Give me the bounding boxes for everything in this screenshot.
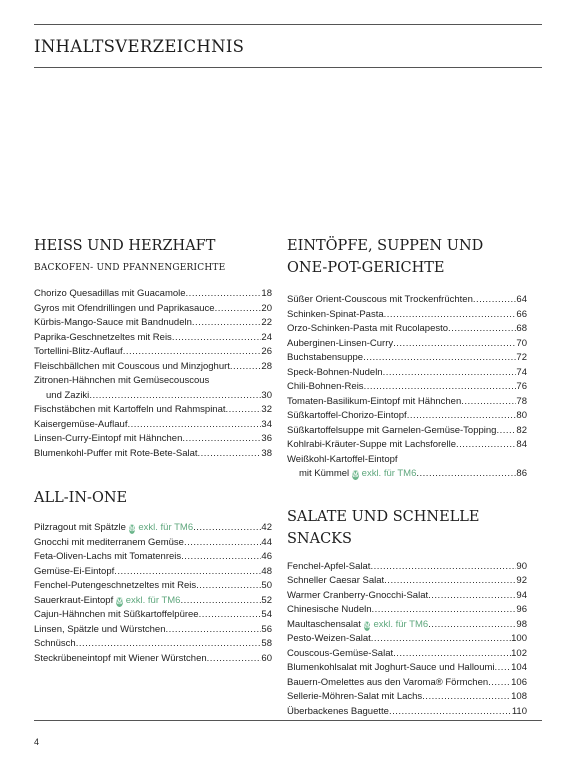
toc-list-allinone [34,521,272,666]
toc-entry[interactable] [34,418,272,433]
toc-leader [393,647,511,662]
toc-entry-title: Kaisergemüse-Auflauf [34,418,128,430]
toc-entry-title: Maultaschensalat [287,618,361,630]
toc-entry[interactable] [34,550,272,565]
toc-entry[interactable] [287,560,527,575]
toc-leader [371,632,511,647]
toc-entry-title: Blumenkohlsalat mit Joghurt-Sauce und Halloumi [287,662,495,673]
toc-entry-title: Schneller Caesar Salat [287,575,385,586]
toc-entry-title: Süßer Orient-Couscous mit Trockenfrüchten [287,294,473,305]
toc-leader [384,308,517,323]
section-title-heiss: HEISS UND HERZHAFT [34,238,216,254]
toc-entry-continuation[interactable] [287,467,527,482]
toc-entry-page: 20 [261,302,272,314]
toc-entry-title: Chinesische Nudeln [287,604,372,615]
toc-leader [230,360,262,375]
thermomix-badge-icon: Ⓜ [352,471,359,478]
toc-entry-page: 84 [516,439,527,450]
toc-entry-title: Gnocchi mit mediterranem Gemüse [34,536,184,548]
toc-entry-title: Orzo-Schinken-Pasta mit Rucolapesto [287,323,449,334]
toc-leader [186,287,262,302]
section-title-eintoepfe-line2: ONE-POT-GERICHTE [287,260,445,276]
toc-entry-title: Sellerie-Möhren-Salat mit Lachs [287,691,423,702]
toc-entry-page: 96 [516,604,527,615]
toc-entry-title: Süßkartoffelsuppe mit Garnelen-Gemüse-Topping [287,424,497,436]
toc-list-heiss [34,287,272,461]
toc-entry-title: Cajun-Hähnchen mit Süßkartoffelpüree [34,609,199,620]
toc-list-salate [287,560,527,720]
toc-leader [428,618,516,633]
toc-entry-page: 26 [261,346,272,357]
toc-leader [407,409,517,424]
toc-entry-page: 66 [516,308,527,320]
toc-entry[interactable] [34,652,272,667]
toc-leader [184,536,261,551]
toc-leader [114,565,261,580]
toc-leader [199,608,262,623]
toc-entry[interactable] [34,302,272,317]
toc-entry-page: 64 [516,294,527,305]
toc-leader [226,403,262,418]
toc-entry-page: 74 [516,366,527,378]
page-number: 4 [34,737,40,747]
toc-leader [166,623,262,638]
toc-entry-page: 78 [516,395,527,407]
toc-entry[interactable] [34,360,272,375]
toc-entry[interactable] [34,447,272,462]
toc-entry[interactable] [34,579,272,594]
toc-entry[interactable] [287,409,527,424]
toc-entry-page: 108 [511,691,527,702]
toc-entry[interactable] [34,403,272,418]
toc-entry[interactable] [287,308,527,323]
toc-entry[interactable] [287,632,527,647]
toc-entry-first-line[interactable] [34,374,272,389]
toc-leader [196,579,261,594]
toc-leader [488,676,511,691]
toc-entry-title: Blumenkohl-Puffer mit Rote-Bete-Salat [34,447,198,459]
toc-entry-title: Kürbis-Mango-Sauce mit Bandnudeln [34,317,192,328]
toc-entry-title: Zitronen-Hähnchen mit Gemüsecouscous [34,375,210,386]
toc-entry-title: Süßkartoffel-Chorizo-Eintopf [287,410,407,421]
toc-entry-title: Gyros mit Ofendrillingen und Paprikasauce [34,302,215,314]
toc-entry-title-continued: mit Kümmel [299,468,350,479]
section-title-salate: SALATE UND SCHNELLE SNACKS [287,508,480,547]
toc-leader [192,316,262,331]
toc-entry-page: 34 [261,418,272,430]
toc-entry-page: 44 [261,536,272,548]
toc-entry-page: 52 [261,594,272,606]
toc-leader [215,302,262,317]
toc-entry-title: Buchstabensuppe [287,352,364,363]
toc-entry-title: Bauern-Omelettes aus den Varoma® Förmchen [287,676,489,688]
toc-entry-title: Pesto-Weizen-Salat [287,633,371,644]
toc-entry-title: Speck-Bohnen-Nudeln [287,366,383,378]
bottom-rule [34,720,542,721]
top-rule [34,24,542,25]
toc-entry[interactable] [287,574,527,589]
toc-leader [172,331,262,346]
toc-entry[interactable] [287,603,527,618]
toc-entry[interactable] [34,287,272,302]
toc-entry-title: Fleischbällchen mit Couscous und Minzjoghurt [34,360,230,372]
toc-entry-page: 30 [261,389,272,401]
toc-entry-page: 38 [261,447,272,459]
section-title-allinone: ALL-IN-ONE [34,490,128,506]
toc-entry-title: Linsen-Curry-Eintopf mit Hähnchen [34,433,183,444]
toc-entry-page: 92 [516,575,527,586]
toc-entry-page: 36 [261,433,272,444]
toc-leader [389,705,512,720]
toc-entry[interactable] [34,594,272,609]
toc-entry-title: Weißkohl-Kartoffel-Eintopf [287,453,398,465]
toc-entry-page: 82 [516,424,527,436]
toc-leader [180,594,261,609]
title-rule [34,67,542,68]
toc-entry-page: 104 [511,662,527,673]
toc-entry-title: Linsen, Spätzle und Würstchen [34,623,166,635]
toc-entry-page: 58 [261,638,272,649]
toc-entry-title: Chili-Bohnen-Reis [287,381,364,392]
toc-leader [123,345,262,360]
toc-entry[interactable] [287,293,527,308]
toc-list-eintoepfe [287,293,527,482]
toc-entry-page: 70 [516,337,527,349]
toc-leader [127,418,261,433]
toc-entry-page: 76 [516,381,527,392]
toc-entry[interactable] [287,647,527,662]
toc-entry[interactable] [287,618,527,633]
toc-leader [89,389,261,404]
toc-entry-page: 60 [261,652,272,664]
toc-entry-title: Pilzragout mit Spätzle [34,522,126,533]
toc-entry-title: Warmer Cranberry-Gnocchi-Salat [287,589,429,601]
toc-entry-page: 80 [516,410,527,421]
toc-entry-title: Tomaten-Basilikum-Eintopf mit Hähnchen [287,395,462,407]
toc-entry-page: 46 [261,551,272,562]
toc-entry[interactable] [287,589,527,604]
toc-entry[interactable] [34,637,272,652]
toc-leader [456,438,516,453]
toc-entry-page: 110 [511,705,527,717]
toc-leader [393,337,516,352]
toc-entry[interactable] [287,395,527,410]
toc-leader [384,574,516,589]
toc-entry[interactable] [34,608,272,623]
toc-entry-title: Fenchel-Putengeschnetzeltes mit Reis [34,580,197,591]
toc-entry[interactable] [34,521,272,536]
toc-leader [370,560,516,575]
toc-entry-page: 18 [261,288,272,299]
toc-entry[interactable] [287,322,527,337]
toc-entry[interactable] [34,432,272,447]
toc-leader [193,521,261,536]
toc-entry[interactable] [287,690,527,705]
toc-entry-title: Steckrübeneintopf mit Wiener Würstchen [34,652,207,664]
toc-entry-page: 48 [261,565,272,577]
toc-entry-title: Überbackenes Baguette [287,705,389,717]
toc-entry-page: 68 [516,323,527,334]
toc-entry[interactable] [34,331,272,346]
toc-entry-page: 106 [511,676,527,688]
toc-leader [363,351,516,366]
thermomix-badge-icon: Ⓜ [363,621,371,629]
tm6-exclusion-note: exkl. für TM6 [138,522,194,533]
toc-entry-title: Schnüsch [34,638,76,649]
toc-entry-title: Schinken-Spinat-Pasta [287,308,384,320]
toc-entry-page: 90 [516,560,527,572]
toc-entry-first-line[interactable] [287,453,527,468]
toc-leader [364,380,517,395]
toc-entry-page: 24 [261,331,272,343]
toc-leader [422,690,511,705]
toc-entry-title: Kohlrabi-Kräuter-Suppe mit Lachsforelle [287,439,456,450]
toc-leader [448,322,516,337]
thermomix-badge-icon: Ⓜ [128,525,136,532]
toc-leader [207,652,262,667]
section-subtitle-heiss: BACKOFEN- UND PFANNENGERICHTE [34,263,226,273]
toc-entry[interactable] [287,424,527,439]
toc-entry-page: 94 [516,589,527,601]
toc-entry-title: Sauerkraut-Eintopf [34,594,114,606]
toc-leader [383,366,517,381]
section-title-eintoepfe [287,235,527,279]
toc-entry-page: 102 [511,647,527,659]
toc-entry[interactable] [287,366,527,381]
toc-leader [372,603,517,618]
toc-entry[interactable] [287,351,527,366]
toc-leader [182,432,261,447]
toc-leader [473,293,517,308]
toc-entry[interactable] [287,705,527,720]
toc-leader [198,447,262,462]
toc-leader [181,550,261,565]
toc-entry-title: Gemüse-Ei-Eintopf [34,565,115,577]
toc-entry-page: 72 [516,352,527,363]
toc-entry[interactable] [287,438,527,453]
page-title: INHALTSVERZEICHNIS [34,37,245,56]
toc-leader [495,661,512,676]
toc-entry-page: 86 [516,468,527,479]
toc-entry-title: Fenchel-Apfel-Salat [287,560,371,572]
toc-entry-page: 50 [261,580,272,591]
toc-entry[interactable] [287,676,527,691]
toc-entry[interactable] [34,536,272,551]
toc-entry-title: Chorizo Quesadillas mit Guacamole [34,288,186,299]
thermomix-badge-icon: Ⓜ [116,597,123,605]
toc-entry-title: Auberginen-Linsen-Curry [287,337,394,349]
toc-leader [496,424,516,439]
toc-entry[interactable] [34,623,272,638]
toc-entry-title: Couscous-Gemüse-Salat [287,647,394,659]
tm6-exclusion-note: exkl. für TM6 [125,594,181,606]
toc-entry-page: 98 [516,618,527,630]
toc-entry[interactable] [34,345,272,360]
toc-entry[interactable] [287,380,527,395]
toc-entry[interactable] [34,316,272,331]
toc-entry-title: Paprika-Geschnetzeltes mit Reis [34,331,172,343]
toc-entry[interactable] [287,661,527,676]
left-column [34,235,272,666]
toc-entry-page: 22 [261,317,272,328]
toc-entry-page: 100 [511,633,527,644]
toc-entry-title: Tortellini-Blitz-Auflauf [34,346,123,357]
right-column [287,235,527,719]
section-title-eintoepfe-line1: EINTÖPFE, SUPPEN UND [287,238,484,254]
toc-leader [428,589,516,604]
toc-leader [461,395,516,410]
toc-entry-title: Fischstäbchen mit Kartoffeln und Rahmspinat [34,404,226,415]
toc-leader [76,637,262,652]
tm6-exclusion-note: exkl. für TM6 [361,468,417,479]
toc-entry[interactable] [34,565,272,580]
toc-entry-continuation[interactable] [34,389,272,404]
toc-entry-page: 42 [261,522,272,533]
toc-entry-title-continued: und Zaziki [46,389,90,401]
toc-entry-title: Feta-Oliven-Lachs mit Tomatenreis [34,551,182,562]
toc-entry-page: 56 [261,623,272,635]
toc-entry-page: 54 [261,609,272,620]
toc-entry-page: 32 [261,404,272,415]
toc-entry-page: 28 [261,360,272,372]
toc-leader [416,467,516,482]
toc-entry[interactable] [287,337,527,352]
tm6-exclusion-note: exkl. für TM6 [373,618,429,630]
